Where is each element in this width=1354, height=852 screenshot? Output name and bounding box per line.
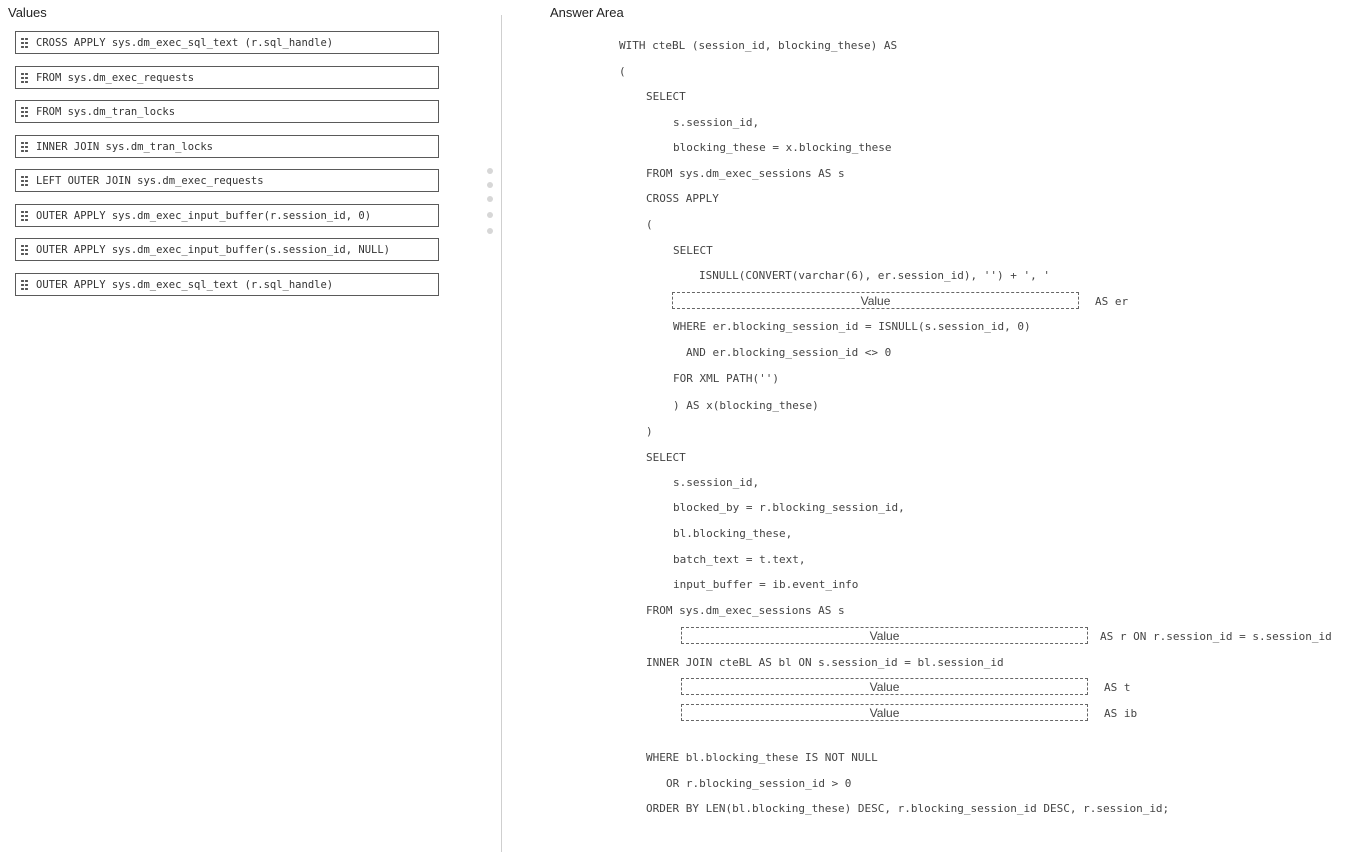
code-line: OR r.blocking_session_id > 0 xyxy=(666,777,852,790)
code-line: ( xyxy=(646,218,653,231)
drop-zone-1[interactable] xyxy=(672,292,1079,309)
code-line: SELECT xyxy=(646,90,686,103)
value-tile-label: OUTER APPLY sys.dm_exec_sql_text (r.sql_handle) xyxy=(36,278,334,291)
code-line: FROM sys.dm_exec_sessions AS s xyxy=(646,604,845,617)
code-line: input_buffer = ib.event_info xyxy=(673,578,859,591)
value-tile-label: OUTER APPLY sys.dm_exec_input_buffer(r.session_id, 0) xyxy=(36,209,372,222)
code-line: WITH cteBL (session_id, blocking_these) AS xyxy=(619,39,898,52)
value-tile-inner-join-tran-locks[interactable] xyxy=(15,135,439,158)
drop-zone-3[interactable] xyxy=(681,678,1088,695)
code-line: s.session_id, xyxy=(673,476,760,489)
code-line: s.session_id, xyxy=(673,116,760,129)
drag-handle-icon[interactable] xyxy=(20,279,30,291)
code-line: FOR XML PATH('') xyxy=(673,372,779,385)
drop-zone-2[interactable] xyxy=(681,627,1088,644)
code-line: WHERE er.blocking_session_id = ISNULL(s.session_id, 0) xyxy=(673,320,1031,333)
drag-handle-icon[interactable] xyxy=(20,37,30,49)
value-tile-cross-apply-sql-text[interactable] xyxy=(15,31,439,54)
value-tile-outer-apply-input-buffer-s[interactable] xyxy=(15,238,439,261)
value-tile-from-tran-locks[interactable] xyxy=(15,100,439,123)
code-line: bl.blocking_these, xyxy=(673,527,793,540)
value-tile-label: INNER JOIN sys.dm_tran_locks xyxy=(36,140,214,153)
drag-handle-icon[interactable] xyxy=(20,175,30,187)
drag-handle-icon[interactable] xyxy=(20,244,30,256)
value-tile-outer-apply-sql-text[interactable] xyxy=(15,273,439,296)
code-line: ISNULL(CONVERT(varchar(6), er.session_id), '') + ', ' xyxy=(699,269,1050,282)
drop-zone-placeholder: Value xyxy=(869,705,900,720)
drop-zone-placeholder: Value xyxy=(869,628,900,643)
answer-area-title: Answer Area xyxy=(550,5,624,20)
code-line: blocking_these = x.blocking_these xyxy=(673,141,892,154)
code-line: WHERE bl.blocking_these IS NOT NULL xyxy=(646,751,878,764)
values-pane-title: Values xyxy=(8,5,47,20)
drag-handle-icon[interactable] xyxy=(20,72,30,84)
code-line: CROSS APPLY xyxy=(646,192,719,205)
drop-zone-4[interactable] xyxy=(681,704,1088,721)
drag-handle-icon[interactable] xyxy=(20,106,30,118)
value-tile-label: FROM sys.dm_exec_requests xyxy=(36,71,195,84)
code-line: batch_text = t.text, xyxy=(673,553,806,566)
value-tile-from-exec-requests[interactable] xyxy=(15,66,439,89)
value-tile-label: LEFT OUTER JOIN sys.dm_exec_requests xyxy=(36,174,264,187)
code-line: AND er.blocking_session_id <> 0 xyxy=(686,346,892,359)
value-tile-label: CROSS APPLY sys.dm_exec_sql_text (r.sql_handle) xyxy=(36,36,334,49)
code-line: INNER JOIN cteBL AS bl ON s.session_id = bl.session_id xyxy=(646,656,1004,669)
value-tile-outer-apply-input-buffer-r[interactable] xyxy=(15,204,439,227)
drop-zone-placeholder: Value xyxy=(869,679,900,694)
drop-zone-placeholder: Value xyxy=(860,293,891,308)
code-line: ) xyxy=(646,425,653,438)
pane-divider xyxy=(501,15,502,852)
code-line: ) AS x(blocking_these) xyxy=(673,399,819,412)
splitter-handle-icon[interactable] xyxy=(486,168,494,240)
code-line: blocked_by = r.blocking_session_id, xyxy=(673,501,905,514)
drop-zone-suffix: AS r ON r.session_id = s.session_id xyxy=(1100,630,1332,643)
value-tile-left-outer-join-exec-requests[interactable] xyxy=(15,169,439,192)
drop-zone-suffix: AS ib xyxy=(1104,707,1138,720)
code-line: ( xyxy=(619,65,626,78)
drag-handle-icon[interactable] xyxy=(20,141,30,153)
value-tile-label: FROM sys.dm_tran_locks xyxy=(36,105,176,118)
drop-zone-suffix: AS er xyxy=(1095,295,1129,308)
value-tile-label: OUTER APPLY sys.dm_exec_input_buffer(s.session_id, NULL) xyxy=(36,243,391,256)
drop-zone-suffix: AS t xyxy=(1104,681,1131,694)
code-line: SELECT xyxy=(646,451,686,464)
code-line: FROM sys.dm_exec_sessions AS s xyxy=(646,167,845,180)
drag-handle-icon[interactable] xyxy=(20,210,30,222)
code-line: SELECT xyxy=(673,244,713,257)
code-line: ORDER BY LEN(bl.blocking_these) DESC, r.blocking_session_id DESC, r.session_id; xyxy=(646,802,1170,815)
